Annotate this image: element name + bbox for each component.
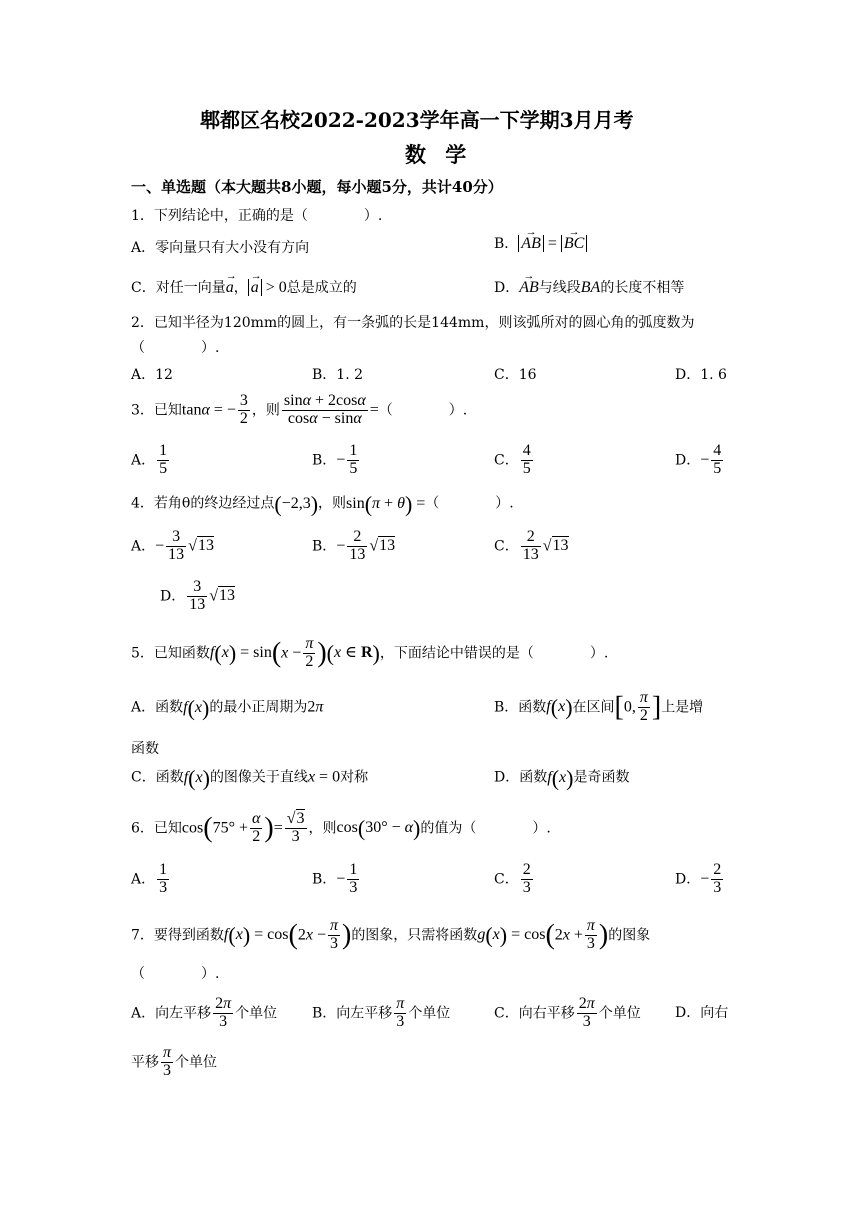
q4-option-c: C． $\frac{2}{13}$ √13 (494, 528, 569, 563)
q7-option-d-wrap: 平移 $\frac{\pi}{3}$ 个单位 (131, 1044, 218, 1079)
q1-option-a: A．零向量只有大小没有方向 (131, 240, 310, 256)
q2-option-a: A．12 (131, 367, 173, 383)
q5-option-a: A．函数f(x)的最小正周期为2π (131, 695, 324, 720)
question-5-stem: 5．已知函数f(x) = sin(x − $\frac{\pi}{2}$ )(x ∈ R)，下面结论中错误的是（ ）. (131, 635, 609, 670)
q5-option-d: D．函数f(x)是奇函数 (494, 765, 630, 790)
page-title: 郫都区名校2022-2023学年高一下学期3月月考 (200, 108, 634, 132)
section-heading: 一、单选题（本大题共8小题，每小题5分，共计40分） (131, 178, 503, 196)
q3-option-b: B．− $\frac{1}{5}$ (312, 442, 358, 477)
q3-option-d: D．− $\frac{4}{5}$ (675, 442, 722, 477)
q5-option-c: C．函数f(x)的图像关于直线x = 0对称 (131, 765, 369, 790)
q4-option-d: D． $\frac{3}{13}$ √13 (160, 578, 236, 613)
q4-option-a: A．− $\frac{3}{13}$ √13 (131, 528, 214, 563)
question-4-stem: 4．若角θ的终边经过点(−2,3)，则sin(π + θ) =（ ）. (131, 491, 514, 516)
q6-option-d: D．− $\frac{2}{3}$ (675, 861, 722, 896)
question-3-stem: 3．已知tanα = − $\frac{3}{2}$ ，则 $\frac{\sin\alpha + 2\cos\alpha}{\cos\alpha - \sin\alpha}$ =（ ）. (131, 392, 468, 427)
q7-option-c: C．向右平移 $\frac{2\pi}{3}$ 个单位 (494, 995, 641, 1030)
q5-option-b-wrap: 函数 (131, 741, 159, 757)
q7-option-d: D．向右 (675, 1005, 729, 1021)
q6-option-c: C． $\frac{2}{3}$ (494, 861, 531, 896)
q7-option-b: B．向左平移 $\frac{\pi}{3}$ 个单位 (312, 995, 451, 1030)
q4-option-b: B．− $\frac{2}{13}$ √13 (312, 528, 396, 563)
q2-option-d: D．1. 6 (675, 367, 727, 383)
q2-option-c: C．16 (494, 367, 537, 383)
question-6-stem: 6．已知cos(75° + $\frac{\alpha}{2}$ )= $\frac{√3}{3}$ ，则cos(30° − α)的值为（ ）. (131, 810, 551, 845)
q5-option-b: B．函数f(x)在区间[0, $\frac{\pi}{2}$ ]上是增 (494, 689, 704, 724)
q1-option-c: C．对任一向量→ a，→ a > 0总是成立的 (131, 280, 357, 296)
q2-option-b: B．1. 2 (312, 367, 364, 383)
question-2-stem: 2．已知半径为120mm的圆上，有一条弧的长是144mm，则该弧所对的圆心角的弧度数为 (131, 315, 695, 331)
q6-option-a: A． $\frac{1}{3}$ (131, 861, 168, 896)
question-7-stem: 7．要得到函数f(x) = cos(2x − $\frac{\pi}{3}$ )的图象，只需将函数g(x) = cos(2x + $\frac{\pi}{3}$ )的图象 (131, 917, 651, 952)
q1-option-d: D．→ AB与线段BA的长度不相等 (494, 280, 684, 296)
question-7-stem-cont: （ ）. (131, 966, 220, 982)
q3-option-a: A． $\frac{1}{5}$ (131, 442, 168, 477)
question-2-stem-cont: （ ）. (131, 340, 220, 356)
q3-option-c: C． $\frac{4}{5}$ (494, 442, 531, 477)
q1-option-b: B．→ AB = → BC (494, 236, 587, 252)
q7-option-a: A．向左平移 $\frac{2\pi}{3}$ 个单位 (131, 995, 278, 1030)
subject-title: 数 学 (405, 142, 473, 167)
question-1-stem: 1．下列结论中，正确的是（ ）. (131, 208, 383, 224)
q6-option-b: B．− $\frac{1}{3}$ (312, 861, 358, 896)
